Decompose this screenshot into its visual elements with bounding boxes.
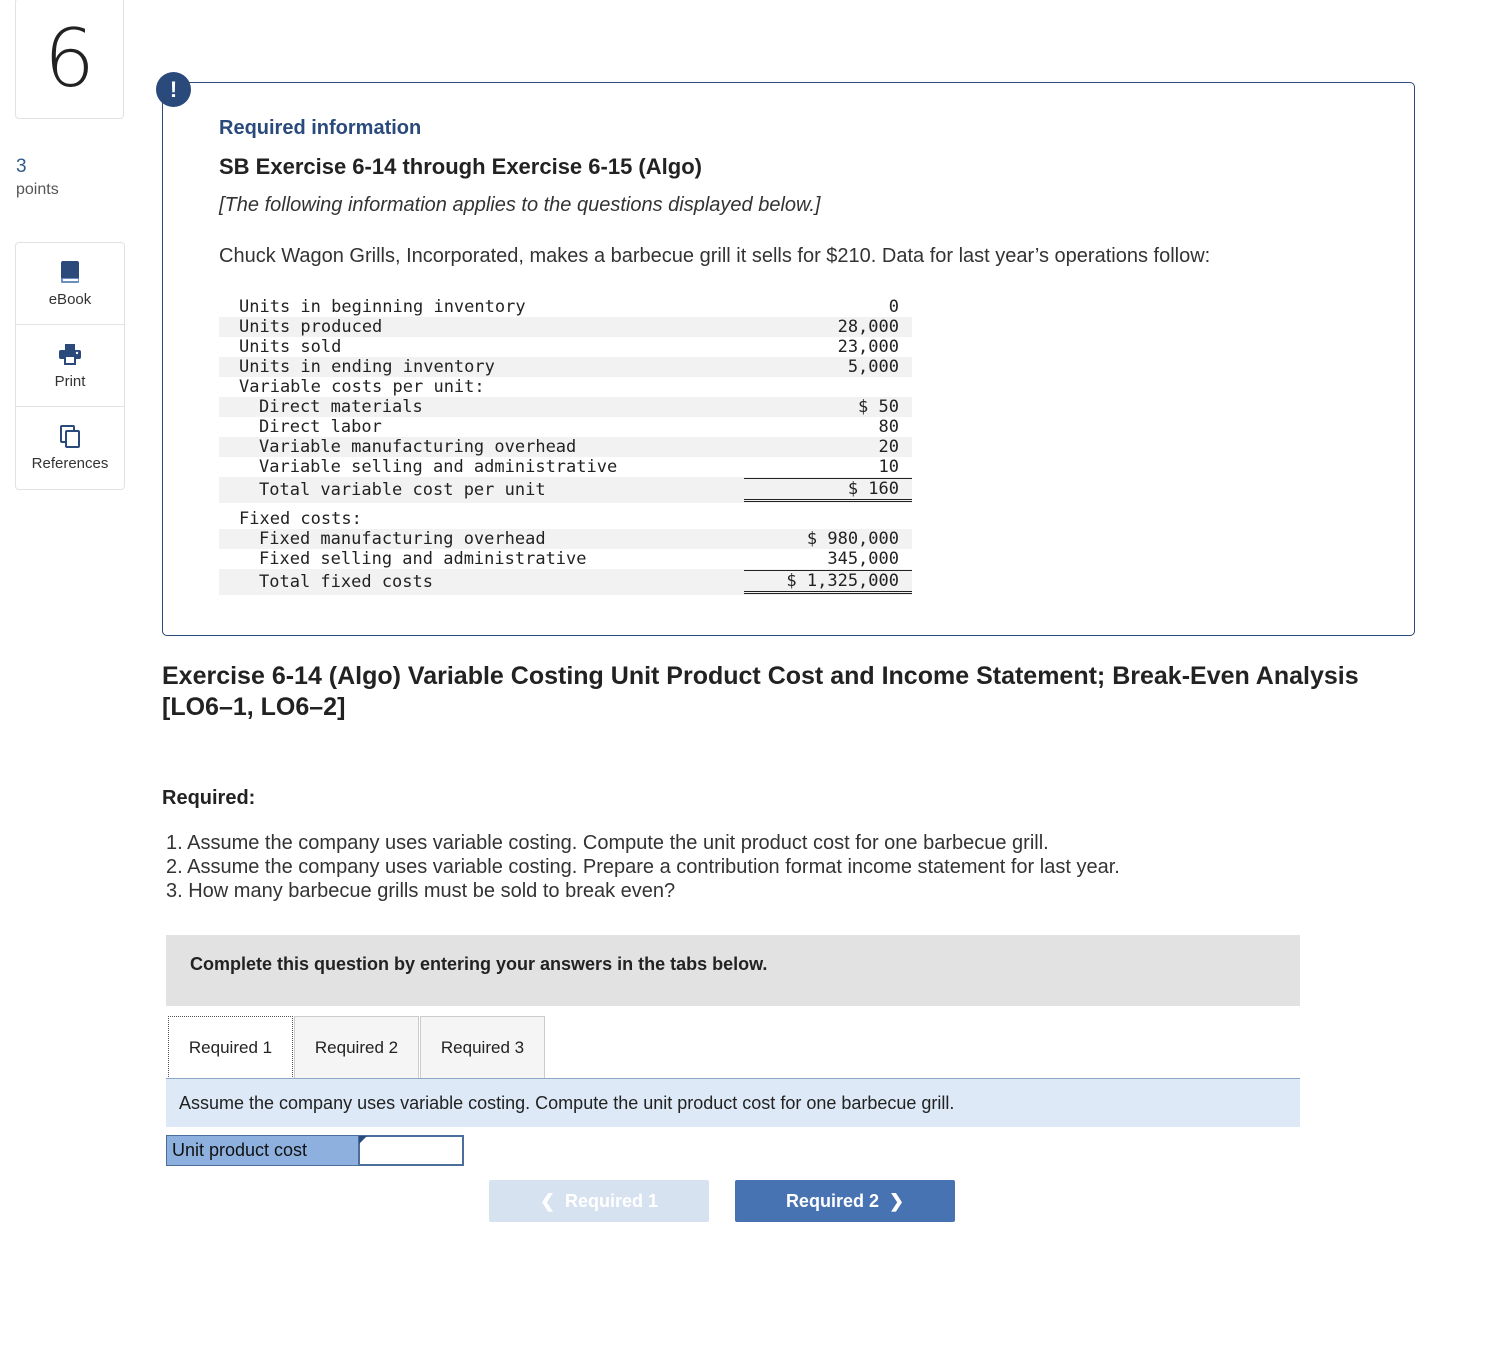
references-button[interactable] <box>16 407 124 489</box>
row-value: $ 50 <box>858 397 899 417</box>
book-icon <box>57 259 83 285</box>
row-label: Total fixed costs <box>259 572 433 592</box>
row-value: 345,000 <box>827 549 899 569</box>
required-information-heading: Required information <box>219 117 422 139</box>
list-item: 1. Assume the company uses variable costing. Compute the unit product cost for one barbecue grill. <box>166 832 1049 854</box>
tab-required-3[interactable]: Required 3 <box>420 1016 545 1079</box>
points-label: points <box>16 181 59 198</box>
row-value: 10 <box>878 457 899 477</box>
complete-instruction-bar <box>166 935 1300 1006</box>
row-value: $ 980,000 <box>806 529 899 549</box>
row-value: $ 1,325,000 <box>744 570 912 594</box>
exercise-set-title: SB Exercise 6-14 through Exercise 6-15 (Algo) <box>219 154 702 179</box>
requirements-list <box>166 831 1120 903</box>
list-item: 3. How many barbecue grills must be sold to break even? <box>166 880 676 902</box>
tab-required-2[interactable]: Required 2 <box>294 1016 419 1079</box>
question-number: 6 <box>44 11 95 105</box>
list-item: 2. Assume the company uses variable costing. Prepare a contribution format income statement for last year. <box>166 856 1120 878</box>
complete-instruction-text: Complete this question by entering your answers in the tabs below. <box>190 954 768 974</box>
row-label: Variable costs per unit: <box>239 377 485 397</box>
next-required-button[interactable] <box>735 1180 955 1222</box>
row-label: Direct materials <box>259 397 423 417</box>
row-label: Total variable cost per unit <box>259 480 546 500</box>
references-icon <box>57 423 83 449</box>
references-label: References <box>31 455 109 472</box>
points-value: 3 <box>16 156 27 177</box>
row-value: 20 <box>878 437 899 457</box>
row-label: Units produced <box>239 317 383 337</box>
row-label: Variable selling and administrative <box>259 457 618 477</box>
row-value: 5,000 <box>847 357 899 377</box>
table-row <box>219 397 912 417</box>
row-label: Fixed manufacturing overhead <box>259 529 546 549</box>
row-value: 0 <box>888 297 899 317</box>
tools-panel <box>15 242 125 490</box>
next-button-label: Required 2 <box>785 1190 879 1211</box>
row-value: 80 <box>878 417 899 437</box>
row-label: Units sold <box>239 337 342 357</box>
table-row <box>219 457 912 477</box>
ebook-label: eBook <box>48 291 92 308</box>
operations-data-table <box>219 297 912 595</box>
table-row <box>219 549 912 569</box>
unit-product-cost-input[interactable] <box>358 1135 464 1166</box>
row-value: 23,000 <box>837 337 899 357</box>
alert-icon: ! <box>156 72 191 107</box>
row-value: $ 160 <box>744 478 912 502</box>
row-value: 28,000 <box>837 317 899 337</box>
table-row-total <box>219 477 912 503</box>
row-label: Fixed selling and administrative <box>259 549 587 569</box>
chevron-right-icon: ❯ <box>888 1190 905 1211</box>
tab-required-1[interactable]: Required 1 <box>168 1016 293 1079</box>
table-row <box>219 417 912 437</box>
required-heading: Required: <box>162 787 256 809</box>
row-label: Variable manufacturing overhead <box>259 437 577 457</box>
exercise-title: Exercise 6-14 (Algo) Variable Costing Unit Product Cost and Income Statement; Break-Even Analysis [LO6–1, LO6–2] <box>162 662 1359 721</box>
print-button[interactable] <box>16 325 124 407</box>
row-label: Direct labor <box>259 417 382 437</box>
table-row <box>219 437 912 457</box>
row-label: Fixed costs: <box>239 509 362 529</box>
table-row <box>219 317 912 337</box>
unit-product-cost-label: Unit product cost <box>166 1135 359 1166</box>
question-number-box <box>15 0 124 119</box>
chevron-left-icon: ❮ <box>539 1190 556 1211</box>
previous-button-label: Required 1 <box>565 1190 659 1211</box>
applies-note: [The following information applies to the questions displayed below.] <box>219 194 821 216</box>
input-marker-icon <box>359 1136 367 1144</box>
table-row <box>219 337 912 357</box>
table-row <box>219 509 912 529</box>
table-row <box>219 377 912 397</box>
tab-instruction-bar <box>166 1079 1300 1127</box>
intro-text: Chuck Wagon Grills, Incorporated, makes a barbecue grill it sells for $210. Data for last year’s operations follow: <box>219 245 1211 267</box>
print-label: Print <box>54 373 86 390</box>
table-row <box>219 357 912 377</box>
row-label: Units in ending inventory <box>239 357 495 377</box>
ebook-button[interactable] <box>16 243 124 325</box>
table-row-total <box>219 569 912 595</box>
previous-required-button[interactable] <box>489 1180 709 1222</box>
table-row <box>219 529 912 549</box>
row-label: Units in beginning inventory <box>239 297 526 317</box>
tab-instruction-text: Assume the company uses variable costing. Compute the unit product cost for one barbecue grill. <box>179 1093 955 1113</box>
printer-icon <box>57 341 83 367</box>
table-row <box>219 297 912 317</box>
